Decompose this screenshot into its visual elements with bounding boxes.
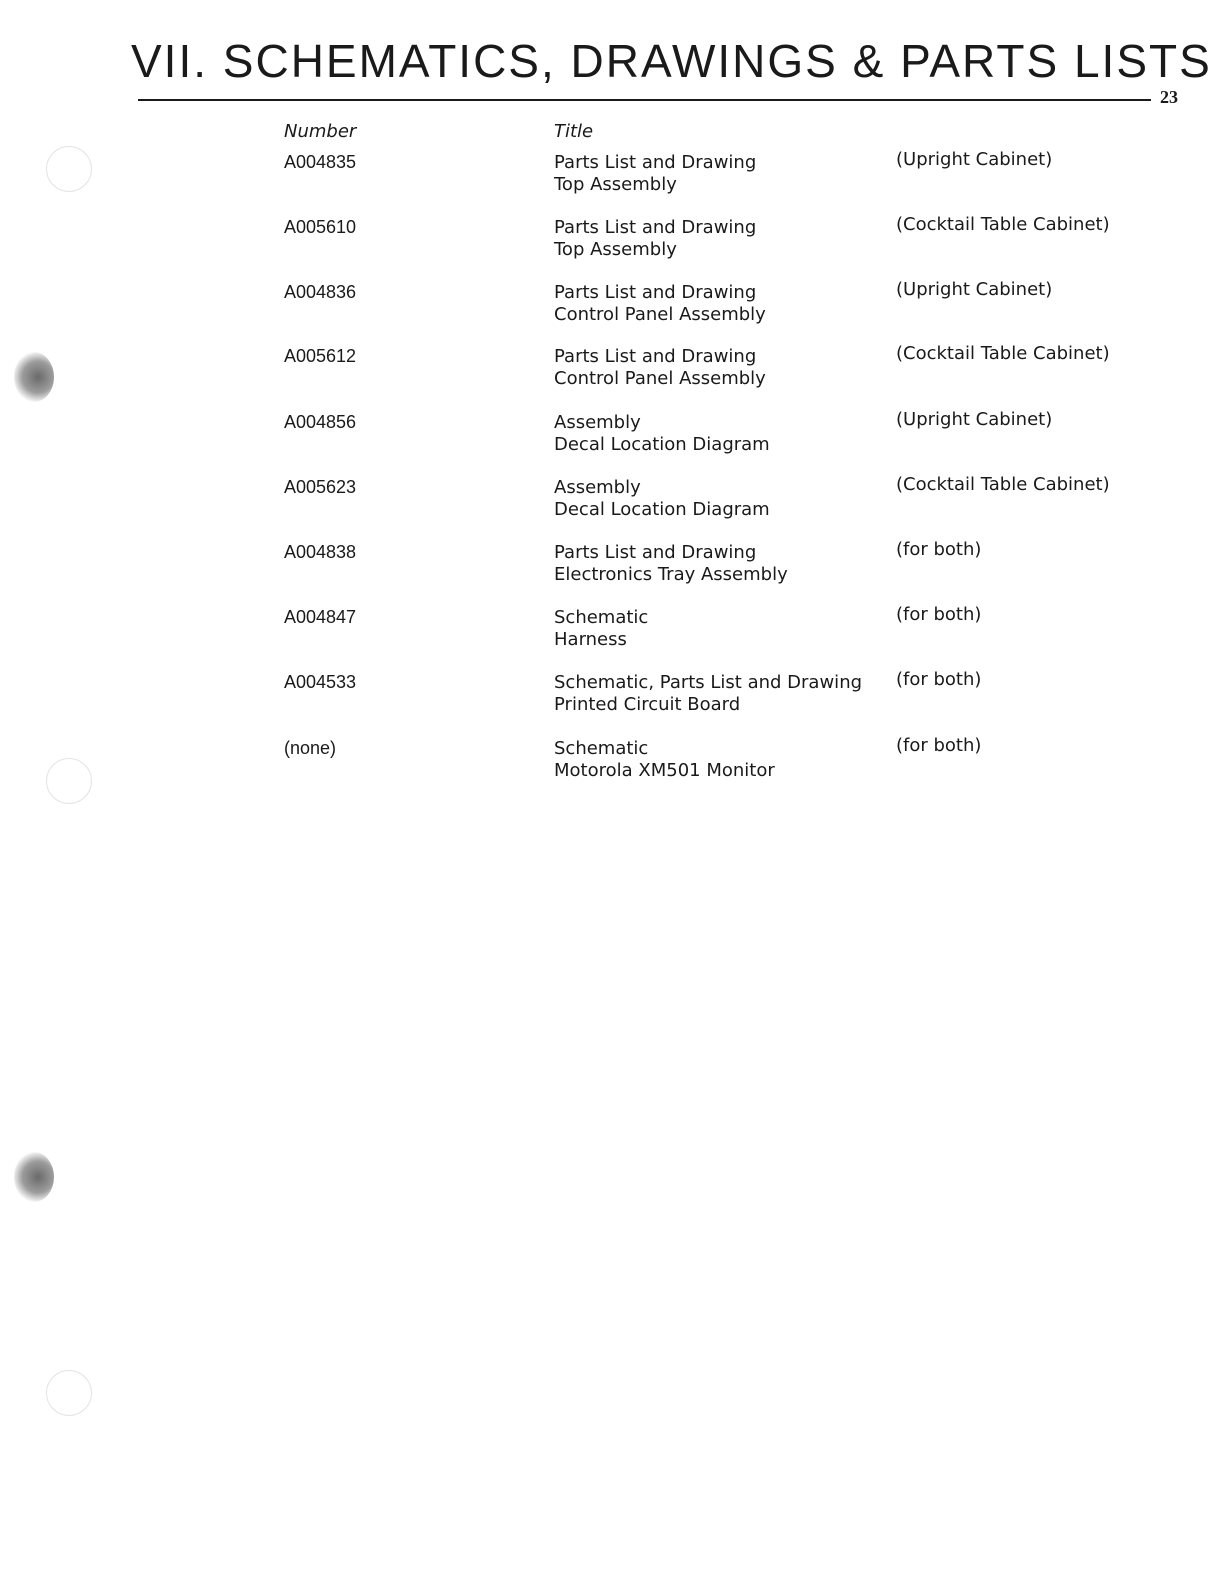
drawing-number: A005612 (284, 346, 357, 366)
drawing-number: A005610 (284, 217, 357, 237)
table-row (0, 539, 1223, 602)
drawing-title-line2: Decal Location Diagram (554, 499, 770, 520)
cabinet-note: (for both) (896, 735, 982, 756)
page-number: 23 (1160, 87, 1178, 107)
table-row (0, 669, 1223, 732)
drawing-title (554, 477, 770, 521)
drawing-title-line1: Schematic, Parts List and Drawing (554, 672, 863, 693)
table-row (0, 604, 1223, 667)
drawing-title-line2: Control Panel Assembly (554, 368, 766, 389)
cabinet-note: (Upright Cabinet) (896, 149, 1053, 170)
drawing-title-line2: Decal Location Diagram (554, 434, 770, 455)
drawing-number: A005623 (284, 477, 357, 497)
table-row (0, 409, 1223, 472)
drawing-number: (none) (284, 738, 337, 758)
drawing-title (554, 607, 648, 651)
heading-rule (138, 99, 1151, 101)
drawing-number: A004533 (284, 672, 357, 692)
table-row (0, 474, 1223, 537)
table-row (0, 735, 1223, 798)
drawing-title (554, 672, 862, 716)
cabinet-note: (Upright Cabinet) (896, 409, 1053, 430)
drawing-title-line1: Parts List and Drawing (554, 282, 757, 303)
drawing-title-line1: Parts List and Drawing (554, 542, 757, 563)
drawing-title-line1: Parts List and Drawing (554, 217, 757, 238)
drawing-title-line2: Electronics Tray Assembly (554, 564, 788, 585)
table-row (0, 343, 1223, 406)
drawing-title (554, 217, 756, 261)
table-row (0, 279, 1223, 342)
column-header-number: Number (284, 121, 357, 142)
cabinet-note: (for both) (896, 604, 982, 625)
drawing-number: A004847 (284, 607, 357, 627)
cabinet-note: (Cocktail Table Cabinet) (896, 474, 1110, 495)
table-row (0, 149, 1223, 212)
cabinet-note: (Cocktail Table Cabinet) (896, 343, 1110, 364)
drawing-title-line1: Parts List and Drawing (554, 346, 757, 367)
cabinet-note: (for both) (896, 669, 982, 690)
drawing-number: A004835 (284, 152, 357, 172)
drawing-title (554, 282, 766, 326)
drawing-title-line2: Top Assembly (554, 174, 677, 195)
drawing-title-line1: Schematic (554, 607, 649, 628)
table-row (0, 214, 1223, 277)
drawing-number: A004836 (284, 282, 357, 302)
drawing-title-line2: Top Assembly (554, 239, 677, 260)
page-heading: VII. SCHEMATICS, DRAWINGS & PARTS LISTS (131, 35, 1212, 87)
drawing-title (554, 738, 775, 782)
drawing-title-line2: Control Panel Assembly (554, 304, 766, 325)
drawing-title-line1: Schematic (554, 738, 649, 759)
column-header-title: Title (554, 121, 594, 142)
binder-hole-bottom (46, 1370, 92, 1416)
drawing-title-line2: Motorola XM501 Monitor (554, 760, 775, 781)
drawing-title-line2: Printed Circuit Board (554, 694, 741, 715)
drawing-title-line1: Assembly (554, 477, 641, 498)
drawing-title-line2: Harness (554, 629, 627, 650)
drawing-title (554, 346, 766, 390)
cabinet-note: (Upright Cabinet) (896, 279, 1053, 300)
cabinet-note: (Cocktail Table Cabinet) (896, 214, 1110, 235)
drawing-number: A004856 (284, 412, 357, 432)
drawing-title (554, 412, 770, 456)
drawing-title (554, 152, 756, 196)
punch-shadow-lower (14, 1152, 54, 1202)
drawing-title (554, 542, 788, 586)
drawing-title-line1: Parts List and Drawing (554, 152, 757, 173)
drawing-title-line1: Assembly (554, 412, 641, 433)
cabinet-note: (for both) (896, 539, 982, 560)
drawing-number: A004838 (284, 542, 357, 562)
